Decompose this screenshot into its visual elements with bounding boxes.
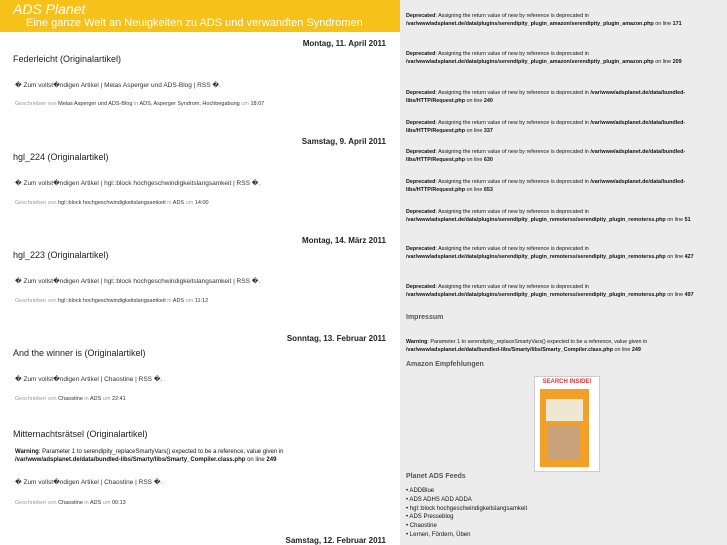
post-footer: Geschrieben von hgl::block hochgeschwindigkeitslangsamkeit in ADS um 11:12	[15, 298, 209, 304]
search-inside-badge: SEARCH INSIDE!	[542, 379, 592, 385]
impressum-title: Impressum	[406, 314, 444, 321]
time-link[interactable]: 00:13	[111, 500, 126, 506]
category-link[interactable]: ADS	[89, 396, 102, 402]
time-link[interactable]: 22:41	[111, 396, 126, 402]
feed-item[interactable]: • Lernen, Fördern, Üben	[406, 531, 471, 538]
feed-item[interactable]: • ADDBlue	[406, 488, 435, 494]
php-deprecated-notice: Deprecated: Assigning the return value of new by reference is deprecated in /var/www/adsplanet.de/data/bundled-libs/HTTP/Request.php on line 653	[406, 179, 686, 194]
post-footer: Geschrieben von Chaostine in ADS um 00:13	[15, 500, 126, 506]
author-link[interactable]: Melas Asperger und ADS-Blog	[58, 101, 133, 107]
read-more-link[interactable]: � Zum vollst�ndigen Artikel | hgl::block hochgeschwindigkeitslangsamkeit | RSS �.	[15, 180, 261, 187]
php-deprecated-notice: Deprecated: Assigning the return value of new by reference is deprecated in /var/www/adsplanet.de/data/plugins/serendipity_plugin_amazon/serendipity_plugin_amazon.php on line 171	[406, 13, 682, 28]
read-more-link[interactable]: � Zum vollst�ndigen Artikel | Chaostine | RSS �.	[15, 479, 163, 486]
post-date: Montag, 14. März 2011	[301, 236, 386, 245]
post-footer: Geschrieben von Chaostine in ADS um 22:41	[15, 396, 126, 402]
post-title[interactable]: Federleicht (Originalartikel)	[13, 54, 122, 64]
post-title[interactable]: And the winner is (Originalartikel)	[13, 348, 146, 358]
php-deprecated-notice: Deprecated: Assigning the return value of new by reference is deprecated in /var/www/adsplanet.de/data/plugins/serendipity_plugin_remoterss/serendipity_plugin_remoterss.php on line 497	[406, 284, 694, 299]
amazon-book-cover[interactable]	[534, 376, 600, 472]
feed-item[interactable]: • Chaostine	[406, 523, 437, 530]
time-link[interactable]: 18:07	[250, 101, 265, 107]
sidebar	[400, 0, 727, 545]
post-title[interactable]: Mitternachtsrätsel (Originalartikel)	[13, 429, 148, 439]
feed-item[interactable]: • hgl::block hochgeschwindigkeitslangsamkeit	[406, 505, 528, 512]
site-header	[0, 0, 400, 32]
post-title[interactable]: hgl_223 (Originalartikel)	[13, 250, 109, 260]
post-date: Sonntag, 13. Februar 2011	[286, 334, 386, 343]
author-link[interactable]: Chaostine	[58, 500, 83, 506]
amazon-title: Amazon Empfehlungen	[406, 361, 484, 368]
php-warning: Warning: Parameter 1 to serendipity_replaceSmartyVars() expected to be a reference, value given in /var/www/adsplanet.de/data/bundled-libs/Smarty/libs/Smarty_Compiler.class.php on line 249	[406, 339, 648, 354]
category-link[interactable]: ADS	[89, 500, 102, 506]
post-title[interactable]: hgl_224 (Originalartikel)	[13, 152, 109, 162]
php-deprecated-notice: Deprecated: Assigning the return value of new by reference is deprecated in /var/www/adsplanet.de/data/plugins/serendipity_plugin_remoterss/serendipity_plugin_remoterss.php on line 51	[406, 209, 691, 224]
book-cover-art	[540, 389, 589, 467]
feed-item[interactable]: • ADS ADHS ADD ADDA	[406, 496, 472, 503]
author-link[interactable]: hgl::block hochgeschwindigkeitslangsamkeit	[58, 200, 166, 206]
read-more-link[interactable]: � Zum vollst�ndigen Artikel | hgl::block hochgeschwindigkeitslangsamkeit | RSS �.	[15, 278, 261, 285]
post-date: Samstag, 12. Februar 2011	[285, 536, 386, 545]
post-date: Montag, 11. April 2011	[302, 39, 386, 48]
post-date: Samstag, 9. April 2011	[301, 137, 386, 146]
post-footer: Geschrieben von Melas Asperger und ADS-Blog in ADS, Asperger Syndrom, Hochbegabung um 18:07	[15, 101, 265, 107]
author-link[interactable]: hgl::block hochgeschwindigkeitslangsamkeit	[58, 298, 166, 304]
category-link[interactable]: ADS, Asperger Syndrom, Hochbegabung	[139, 101, 240, 107]
site-subtitle: Eine ganze Welt an Neuigkeiten zu ADS und verwandten Syndromen	[26, 17, 363, 29]
read-more-link[interactable]: � Zum vollst�ndigen Artikel | Melas Asperger und ADS-Blog | RSS �.	[15, 82, 221, 89]
feed-item[interactable]: • ADS Presseblog	[406, 514, 454, 521]
php-deprecated-notice: Deprecated: Assigning the return value of new by reference is deprecated in /var/www/adsplanet.de/data/plugins/serendipity_plugin_remoterss/serendipity_plugin_remoterss.php on line 427	[406, 246, 694, 261]
main-content	[0, 32, 400, 545]
author-link[interactable]: Chaostine	[58, 396, 83, 402]
time-link[interactable]: 14:00	[194, 200, 209, 206]
php-deprecated-notice: Deprecated: Assigning the return value of new by reference is deprecated in /var/www/adsplanet.de/data/bundled-libs/HTTP/Request.php on line 240	[406, 90, 686, 105]
read-more-link[interactable]: � Zum vollst�ndigen Artikel | Chaostine | RSS �.	[15, 376, 163, 383]
php-deprecated-notice: Deprecated: Assigning the return value of new by reference is deprecated in /var/www/adsplanet.de/data/bundled-libs/HTTP/Request.php on line 337	[406, 120, 686, 135]
feeds-list	[406, 487, 527, 540]
time-link[interactable]: 11:12	[194, 298, 209, 304]
site-title[interactable]: ADS Planet	[13, 1, 86, 17]
feeds-title: Planet ADS Feeds	[406, 473, 466, 480]
post-footer: Geschrieben von hgl::block hochgeschwindigkeitslangsamkeit in ADS um 14:00	[15, 200, 209, 206]
php-deprecated-notice: Deprecated: Assigning the return value of new by reference is deprecated in /var/www/adsplanet.de/data/plugins/serendipity_plugin_amazon/serendipity_plugin_amazon.php on line 209	[406, 51, 682, 66]
category-link[interactable]: ADS	[172, 200, 185, 206]
php-warning: Warning: Parameter 1 to serendipity_replaceSmartyVars() expected to be a reference, value given in /var/www/adsplanet.de/data/bundled-libs/Smarty/libs/Smarty_Compiler.class.php on line 249	[15, 449, 284, 463]
php-deprecated-notice: Deprecated: Assigning the return value of new by reference is deprecated in /var/www/adsplanet.de/data/bundled-libs/HTTP/Request.php on line 630	[406, 149, 686, 164]
category-link[interactable]: ADS	[172, 298, 185, 304]
